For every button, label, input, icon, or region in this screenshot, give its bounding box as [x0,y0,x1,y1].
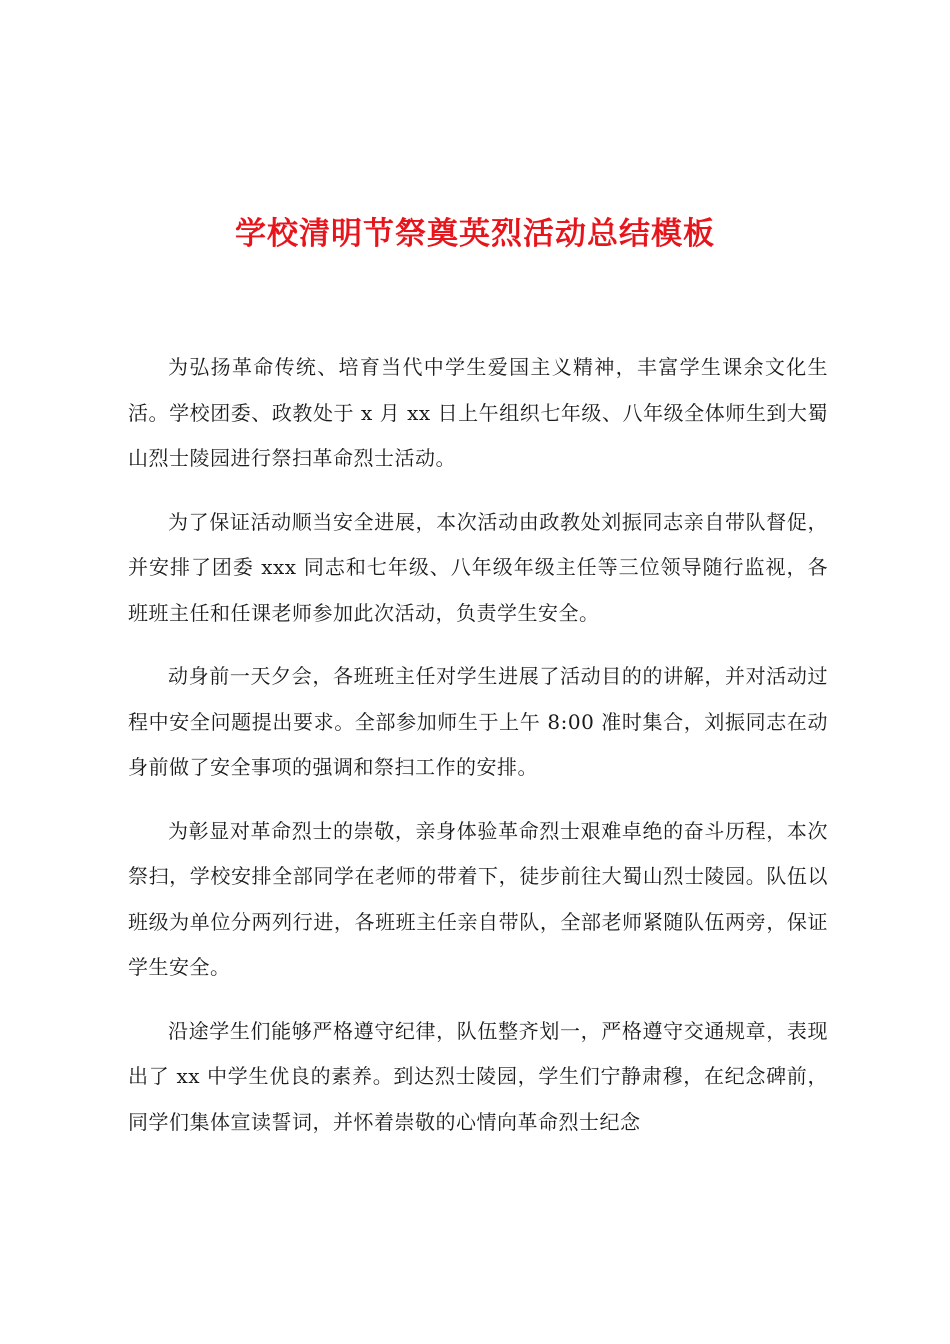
document-title: 学校清明节祭奠英烈活动总结模板 [235,216,715,252]
document-body [128,345,828,1163]
paragraph-1: 为弘扬革命传统、培育当代中学生爱国主义精神，丰富学生课余文化生活。学校团委、政教处于 x 月 xx 日上午组织七年级、八年级全体师生到大蜀山烈士陵园进行祭扫革命烈士活动。 [128,355,828,470]
paragraph-4: 为彰显对革命烈士的崇敬，亲身体验革命烈士艰难卓绝的奋斗历程，本次祭扫，学校安排全部同学在老师的带着下，徒步前往大蜀山烈士陵园。队伍以班级为单位分两列行进，各班班主任亲自带队，全部老师紧随队伍两旁，保证学生安全。 [128,818,828,979]
paragraph-3: 动身前一天夕会，各班班主任对学生进展了活动目的的讲解，并对活动过程中安全问题提出要求。全部参加师生于上午 8:00 准时集合，刘振同志在动身前做了安全事项的强调和祭扫工作的安排。 [128,664,828,779]
paragraph-2: 为了保证活动顺当安全进展，本次活动由政教处刘振同志亲自带队督促，并安排了团委 xxx 同志和七年级、八年级年级主任等三位领导随行监视，各班班主任和任课老师参加此次活动，负责学生安全。 [128,509,828,625]
paragraph-5: 沿途学生们能够严格遵守纪律，队伍整齐划一，严格遵守交通规章，表现出了 xx 中学生优良的素养。到达烈士陵园，学生们宁静肃穆，在纪念碑前，同学们集体宣读誓词，并怀着崇敬的心情向革命烈士纪念 [128,1018,828,1134]
